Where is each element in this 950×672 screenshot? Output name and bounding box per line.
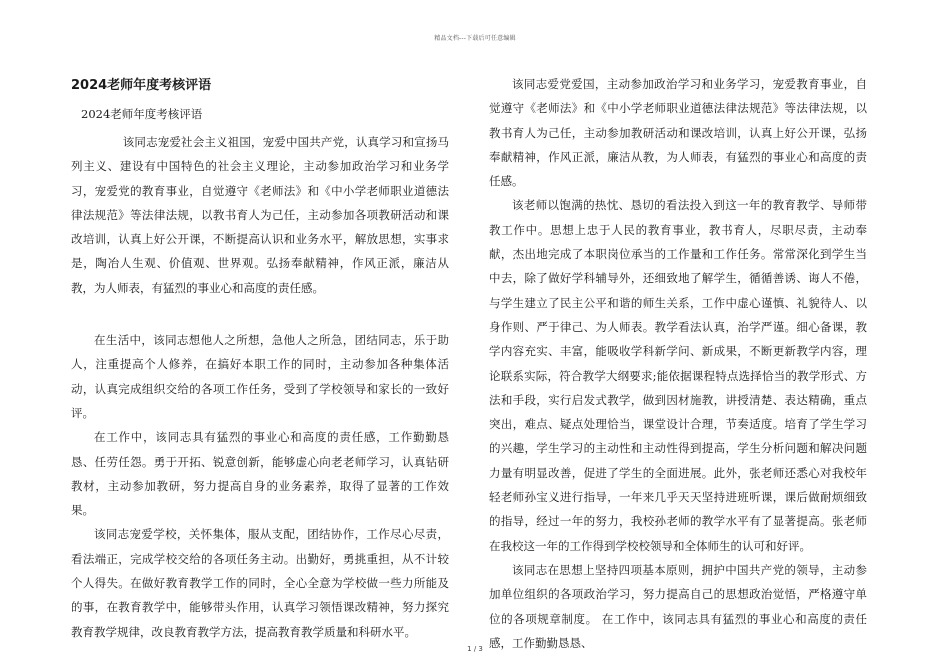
left-column: [71, 71, 449, 644]
page-number: 1 / 3: [467, 645, 483, 653]
paragraph-gap: [71, 300, 449, 328]
right-column: [489, 72, 867, 655]
document-header-note: 精品文档---下载后可任意编辑: [434, 35, 516, 42]
paragraph: 该同志爱党爱国，主动参加政治学习和业务学习，宠爱教育事业，自觉遵守《老师法》和《中小学老师职业道德法律法规范》等法律法规，以教书育人为己任，主动参加教研活动和课改培训，认真上好公开课，弘扬奉献精神，作风正派，廉洁从教，为人师表，有猛烈的事业心和高度的责任感。: [489, 77, 867, 189]
document-subtitle: 2024老师年度考核评语: [81, 107, 203, 121]
paragraph: 该同志宠爱学校，关怀集体，服从支配，团结协作，工作尽心尽责，看法端正，完成学校交给的各项任务主动。出勤好，勇挑重担，从不计较个人得失。在做好教育教学工作的同时，全心全意为学校做一些力所能及的事，在教育教学中，能够带头作用，认真学习领悟课改精神，努力探究教育教学规律，改良教育教学方法，提高教育教学质量和科研水平。: [71, 527, 449, 639]
paragraph: 在工作中，该同志具有猛烈的事业心和高度的责任感，工作勤勤恳恳、任劳任怨。勇于开拓、锐意创新，能够虚心向老老师学习，认真钻研教材，主动参加教研，努力提高自身的业务素养，取得了显著的工作效果。: [71, 430, 449, 518]
paragraph: 该同志宠爱社会主义祖国，宠爱中国共产党，认真学习和宣扬马列主义、建设有中国特色的社会主义理论，主动参加政治学习和业务学习，宠爱党的教育事业，自觉遵守《老师法》和《中小学老师职业道德法律法规范》等法律法规，以教书育人为己任，主动参加各项教研活动和课改培训，认真上好公开课，不断提高认识和业务水平，解放思想，实事求是，陶冶人生观、价值观、世界观。弘扬奉献精神，作风正派，廉洁从教，为人师表，有猛烈的事业心和高度的责任感。: [71, 135, 449, 295]
paragraph: 在生活中，该同志想他人之所想，急他人之所急，团结同志，乐于助人，注重提高个人修养，在搞好本职工作的同时，主动参加各种集体活动，认真完成组织交给的各项工作任务，受到了学校领导和家长的一致好评。: [71, 333, 449, 420]
document-title: 2024老师年度考核评语: [71, 78, 212, 93]
paragraph: 该同志在思想上坚持四项基本原则，拥护中国共产党的领导，主动参加单位组织的各项政治学习，努力提高自己的思想政治觉悟，严格遵守单位的各项规章制度。 在工作中，该同志具有猛烈的事业心和高度的责任感，工作勤勤恳恳、: [489, 562, 867, 650]
paragraph: 该老师以饱满的热忱、恳切的看法投入到这一年的教育教学、导师带教工作中。思想上忠于人民的教育事业，教书育人，尽职尽责，主动奉献，杰出地完成了本职岗位承当的工作量和工作任务。常常深化到学生当中去，除了做好学科辅导外，还细致地了解学生，循循善诱、诲人不倦，与学生建立了民主公平和谐的师生关系，工作中虚心谨慎、礼貌待人、以身作则、严于律己、为人师表。教学看法认真，治学严谨。细心备课，教学内容充实、丰富，能吸收学科新学问、新成果，不断更新教学内容，理论联系实际，符合教学大纲要求;能依据课程特点选择恰当的教学形式、方法和手段，实行启发式教学，做到因材施教，讲授清楚、表达精确，重点突出，难点、疑点处理恰当，课堂设计合理，节奏适度。培育了学生学习的兴趣，学生学习的主动性和主动性得到提高，学生分析问题和解决问题力量有明显改善，促进了学生的全面进展。此外，张老师还悉心对我校年轻老师孙宝义进行指导，一年来几乎天天坚持进班听课，课后做耐烦细致的指导，经过一年的努力，我校孙老师的教学水平有了显著提高。张老师在我校这一年的工作得到学校校领导和全体师生的认可和好评。: [489, 198, 867, 553]
